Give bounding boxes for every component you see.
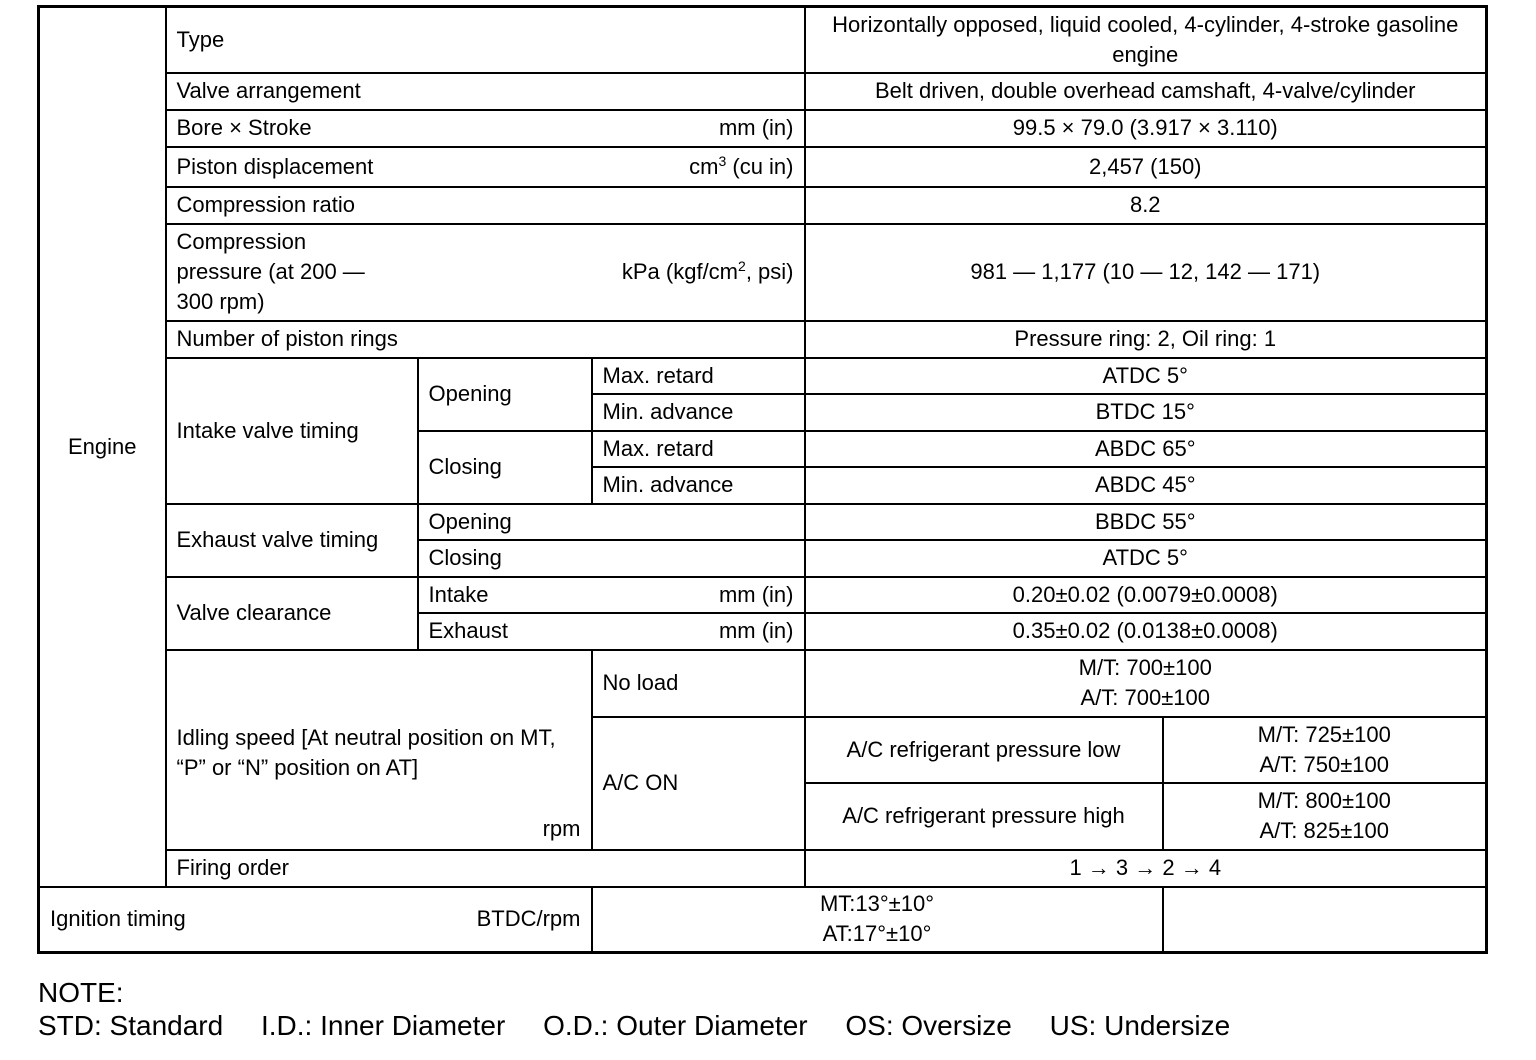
intake-closing-min-advance-label: Min. advance bbox=[592, 467, 805, 504]
piston-rings-label: Number of piston rings bbox=[166, 321, 805, 358]
category-label: Engine bbox=[67, 433, 137, 459]
abbr-std: STD: Standard bbox=[38, 1010, 224, 1041]
idling-speed-unit: rpm bbox=[542, 816, 581, 841]
ignition-timing-unit: BTDC/rpm bbox=[476, 906, 581, 932]
ignition-timing-mt: MT:13°±10° bbox=[819, 891, 935, 917]
bore-stroke-unit: mm (in) bbox=[718, 115, 794, 140]
firing-order-value: 1 → 3 → 2 → 4 bbox=[805, 850, 1487, 887]
intake-opening-min-advance-label: Min. advance bbox=[592, 394, 805, 431]
valve-clearance-exhaust-label: Exhaust bbox=[428, 618, 508, 643]
ignition-timing-label: Ignition timing bbox=[50, 906, 186, 932]
abbr-us: US: Undersize bbox=[1049, 1010, 1231, 1041]
ac-low-mt: M/T: 725±100 bbox=[1257, 721, 1391, 747]
bore-stroke-value: 99.5 × 79.0 (3.917 × 3.110) bbox=[805, 110, 1487, 147]
intake-timing-label: Intake valve timing bbox=[166, 358, 418, 504]
abbr-id: I.D.: Inner Diameter bbox=[260, 1010, 506, 1041]
valve-clearance-exhaust-cell bbox=[418, 613, 805, 650]
valve-arrangement-label: Valve arrangement bbox=[166, 73, 805, 110]
valve-clearance-label: Valve clearance bbox=[166, 577, 418, 650]
displacement-unit: $cm^3$ (cu in) bbox=[689, 152, 794, 179]
intake-closing-max-retard-label: Max. retard bbox=[592, 431, 805, 467]
compression-ratio-value: 8.2 bbox=[805, 187, 1487, 224]
exhaust-timing-label: Exhaust valve timing bbox=[166, 504, 418, 577]
valve-clearance-intake-label: Intake bbox=[428, 581, 489, 607]
abbr-od: O.D.: Outer Diameter bbox=[543, 1010, 808, 1041]
no-load-value bbox=[805, 650, 1487, 717]
compression-pressure-label: Compression pressure (at 200 — 300 rpm) bbox=[176, 229, 365, 314]
ac-pressure-high-value bbox=[1163, 783, 1487, 850]
type-label: Type bbox=[166, 7, 805, 73]
ac-pressure-high-label: A/C refrigerant pressure high bbox=[805, 783, 1163, 850]
displacement-cell bbox=[166, 147, 805, 187]
exhaust-closing-value: ATDC 5° bbox=[805, 540, 1487, 577]
ac-pressure-low-value bbox=[1163, 717, 1487, 783]
exhaust-opening-label: Opening bbox=[418, 504, 805, 540]
ac-low-at: A/T: 750±100 bbox=[1259, 751, 1389, 777]
valve-clearance-intake-unit: mm (in) bbox=[718, 581, 794, 607]
note-title: NOTE: bbox=[38, 977, 124, 1008]
note-abbreviations bbox=[38, 1010, 1260, 1042]
intake-opening-min-advance-value: BTDC 15° bbox=[805, 394, 1487, 431]
idling-speed-cell bbox=[166, 650, 592, 850]
engine-spec-table bbox=[37, 5, 1488, 954]
idling-speed-label: Idling speed [At neutral position on MT, “P” or “N” position on AT] bbox=[176, 724, 556, 780]
firing-order-label: Firing order bbox=[166, 850, 805, 887]
intake-closing-max-retard-value: ABDC 65° bbox=[805, 431, 1487, 467]
bore-stroke-label: Bore × Stroke bbox=[176, 115, 312, 140]
compression-pressure-unit: kPa ($kgf/cm^2$, psi) bbox=[621, 258, 794, 284]
valve-clearance-intake-cell bbox=[418, 577, 805, 613]
displacement-value: 2,457 (150) bbox=[805, 147, 1487, 187]
intake-closing-label: Closing bbox=[418, 431, 592, 504]
intake-closing-min-advance-value: ABDC 45° bbox=[805, 467, 1487, 504]
no-load-mt: M/T: 700±100 bbox=[1078, 655, 1212, 680]
ignition-timing-at: AT:17°±10° bbox=[822, 921, 932, 947]
exhaust-opening-value: BBDC 55° bbox=[805, 504, 1487, 540]
compression-ratio-label: Compression ratio bbox=[166, 187, 805, 224]
ac-high-mt: M/T: 800±100 bbox=[1257, 788, 1391, 813]
no-load-label: No load bbox=[592, 650, 805, 717]
piston-rings-value: Pressure ring: 2, Oil ring: 1 bbox=[805, 321, 1487, 358]
ignition-timing-value bbox=[592, 887, 1163, 953]
ignition-timing-cell bbox=[39, 887, 592, 953]
bore-stroke-cell bbox=[166, 110, 805, 147]
compression-pressure-value: 981 — 1,177 (10 — 12, 142 — 171) bbox=[805, 224, 1487, 321]
category-cell bbox=[39, 7, 166, 887]
type-value: Horizontally opposed, liquid cooled, 4-cylinder, 4-stroke gasoline engine bbox=[805, 7, 1487, 73]
abbr-os: OS: Oversize bbox=[845, 1010, 1012, 1041]
exhaust-closing-label: Closing bbox=[418, 540, 805, 577]
no-load-at: A/T: 700±100 bbox=[1080, 685, 1210, 710]
valve-clearance-exhaust-unit: mm (in) bbox=[718, 618, 794, 643]
ac-high-at: A/T: 825±100 bbox=[1259, 818, 1389, 843]
displacement-label: Piston displacement bbox=[176, 153, 374, 179]
intake-opening-max-retard-label: Max. retard bbox=[592, 358, 805, 394]
valve-arrangement-value: Belt driven, double overhead camshaft, 4-valve/cylinder bbox=[805, 73, 1487, 110]
intake-opening-max-retard-value: ATDC 5° bbox=[805, 358, 1487, 394]
ac-pressure-low-label: A/C refrigerant pressure low bbox=[805, 717, 1163, 783]
intake-opening-label: Opening bbox=[418, 358, 592, 431]
valve-clearance-exhaust-value: 0.35±0.02 (0.0138±0.0008) bbox=[805, 613, 1487, 650]
ac-on-label: A/C ON bbox=[592, 717, 805, 850]
compression-pressure-cell bbox=[166, 224, 805, 321]
valve-clearance-intake-value: 0.20±0.02 (0.0079±0.0008) bbox=[805, 577, 1487, 613]
